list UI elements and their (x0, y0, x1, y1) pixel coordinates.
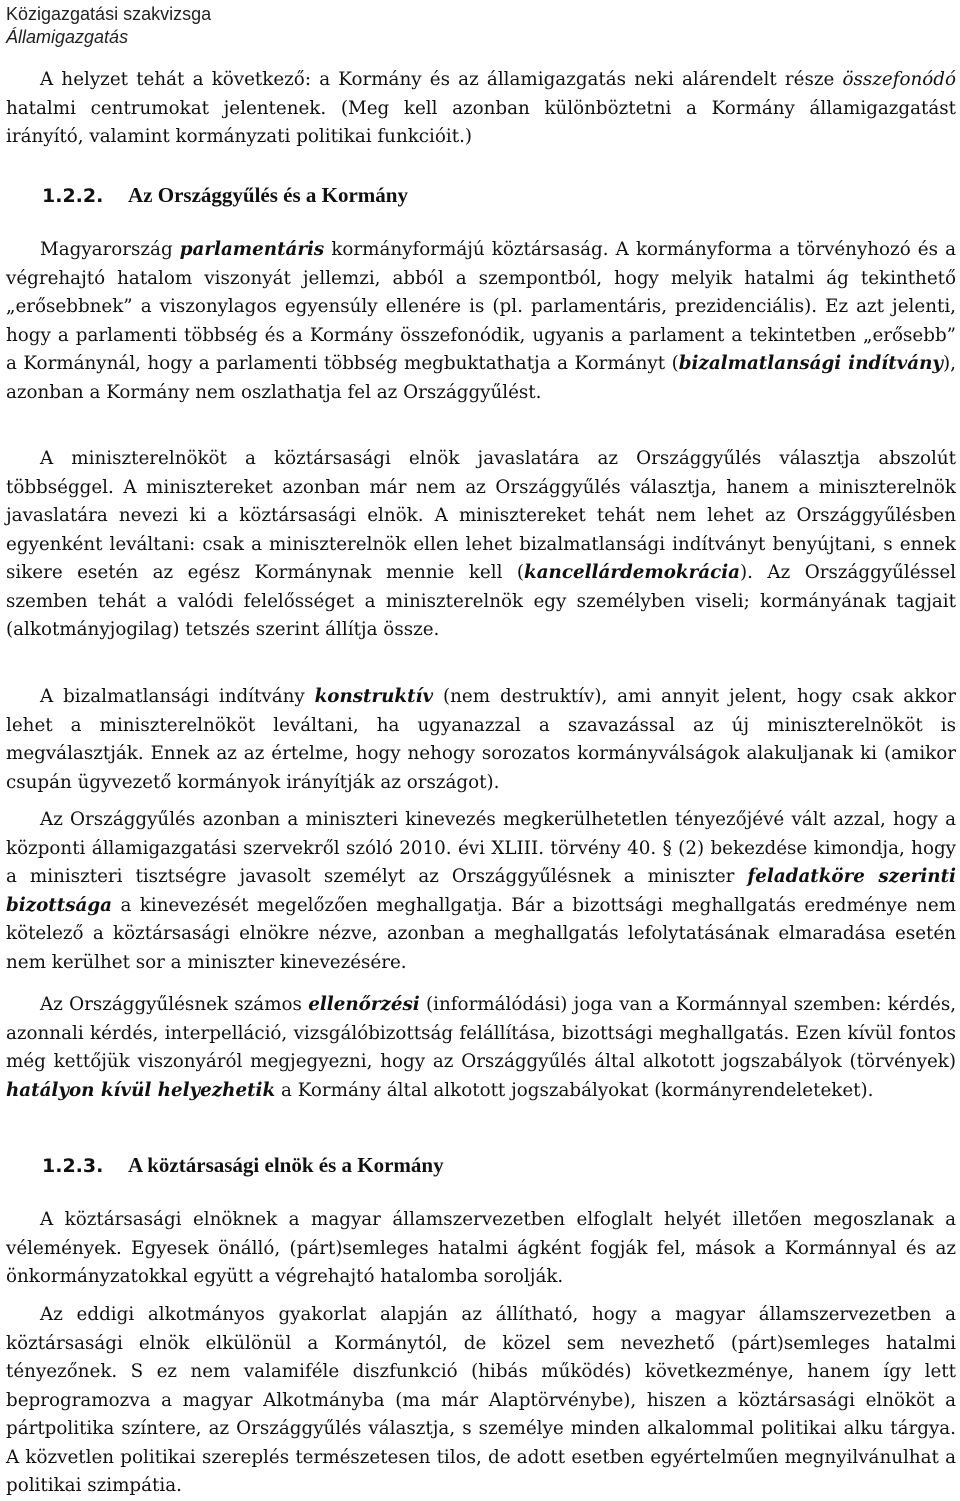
emphasis: ellenőrzési (308, 994, 420, 1015)
paragraph-5 (6, 806, 956, 977)
emphasis: hatályon kívül helyezhetik (6, 1079, 276, 1101)
paragraph-6 (6, 991, 956, 1105)
section-title: A köztársasági elnök és a Kormány (128, 1153, 444, 1177)
text-run: A helyzet tehát a következő: a Kormány és az államigazgatás neki alárendelt része (40, 69, 843, 90)
text-run: A bizalmatlansági indítvány (40, 686, 315, 707)
text-run: A miniszterelnököt a köztársasági elnök javaslatára az Országgyűlés választja abszolút többséggel. A minisztereket azonban már nem az Országgyűlés választja, hanem a miniszterelnök javaslatára nevezi ki a köztársasági elnök. A minisztereket tehát nem lehet az Országgyűlésben egyenként leváltani: csak a miniszterelnök ellen lehet bizalmatlansági indítványt benyújtani, s ennek sikere esetén az egész Kormánynak mennie kell ( (6, 448, 956, 583)
page-header (6, 2, 211, 48)
paragraph-2 (6, 236, 956, 407)
section-heading-1-2-2 (42, 183, 408, 208)
text-run: Az eddigi alkotmányos gyakorlat alapján az állítható, hogy a magyar államszervezetben a köztársasági elnök elkülönül a Kormánytól, de közel sem nevezhető (párt)semleges hatalmi tényezőnek. S ez nem valamiféle diszfunkció (hibás működés) következménye, hanem így lett beprogramozva a magyar Alkotmányba (ma már Alaptörvénybe), hiszen a köztársasági elnököt a pártpolitika színtere, az Országgyűlés választja, s személye minden alkalommal politikai alku tárgya. A közvetlen politikai szereplés természetesen tilos, de adott esetben egyértelműen megnyilvánulhat a politikai szimpátia. (6, 1304, 956, 1496)
emphasis: konstruktív (314, 686, 434, 707)
text-run: Az Országgyűlés azonban a miniszteri kinevezés megkerülhetetlen tényezőjévé vált azzal, hogy a központi államigazgatási szervekről szóló 2010. évi XLIII. törvény 40. (6, 809, 956, 859)
section-number: 1.2.2. (42, 185, 104, 207)
emphasis: kancellárdemokrácia (524, 562, 740, 583)
emphasis: parlamentáris (179, 239, 325, 260)
text-run: (2) bekezdése kimondja, hogy a miniszteri tisztségre javasolt személyt az Országgyűlésnek a miniszter (6, 837, 956, 887)
emphasis: feladatköre szerinti bizottsága (6, 866, 956, 916)
text-run: a kinevezését megelőzően meghallgatja. Bár a bizottsági meghallgatás eredménye nem kötelező a köztársasági elnökre nézve, azonban a meghallgatás lefolytatásának elmaradása esetén nem kerülhet sor a miniszter kinevezésére. (6, 894, 956, 973)
text-run: (nem destruktív), ami annyit jelent, hogy csak akkor lehet a miniszterelnököt leváltani, ha ugyanazzal a szavazással az új miniszterelnököt is megválasztják. Ennek az az értelme, hogy nehogy sorozatos kormányválságok alakuljanak ki (amikor csupán ügyvezető kormányok irányítják az országot). (6, 686, 956, 793)
section-title: Az Országgyűlés és a Kormány (128, 183, 408, 207)
section-heading-1-2-3 (42, 1153, 444, 1178)
paragraph-8 (6, 1301, 956, 1501)
text-run: hatalmi centrumokat jelentenek. (Meg kell azonban különböztetni a Kormány államigazgatást irányító, valamint kormányzati politikai funkcióit.) (6, 97, 956, 147)
paragraph-7 (6, 1206, 956, 1292)
text-run: Magyarország (40, 239, 180, 260)
emphasis: összefonódó (842, 69, 956, 90)
paragraph-4 (6, 683, 956, 797)
text-run: (informálódási) joga van a Kormánnyal szemben: kérdés, azonnali kérdés, interpelláció, vizsgálóbizottság felállítása, bizottsági meghallgatás. Ezen kívül fontos még kettőjük viszonyáról megjegyezni, hogy az Országgyűlés által alkotott jogszabályok (törvények) (6, 994, 957, 1072)
section-sign: § (662, 837, 672, 859)
header-title: Közigazgatási szakvizsga (6, 4, 212, 24)
text-run: A köztársasági elnöknek a magyar államszervezetben elfoglalt helyét illetően megoszlanak a vélemények. Egyesek önálló, (párt)semleges hatalmi ágként fogják fel, mások a Kormánnyal és az önkormányzatokkal együtt a végrehajtó hatalomba sorolják. (6, 1209, 956, 1287)
text-run: kormányformájú köztársaság. A kormányforma a törvényhozó és a végrehajtó hatalom viszonyát jellemzi, abból a szempontból, hogy melyik hatalmi ág tekinthető „erősebbnek” a viszonylagos egyensúly ellenére is (pl. parlamentáris, prezidenciális). Ez azt jelenti, hogy a parlamenti többség és a Kormány összefonódik, ugyanis a parlament a tekintetben „erősebb” a Kormánynál, hogy a parlamenti többség megbuktathatja a Kormányt ( (6, 239, 956, 374)
text-run: Az Országgyűlésnek számos (40, 994, 309, 1015)
header-subtitle: Államigazgatás (6, 27, 129, 47)
paragraph-3 (6, 445, 956, 645)
text-run: ). Az Országgyűléssel szemben tehát a valódi felelősséget a miniszterelnök egy személyben viseli; kormányának tagjait (alkotmányjogilag) tetszés szerint állítja össze. (6, 562, 956, 640)
section-number: 1.2.3. (42, 1155, 104, 1177)
emphasis: bizalmatlansági indítvány (678, 353, 944, 374)
paragraph-1 (6, 66, 956, 152)
text-run: a Kormány által alkotott jogszabályokat (kormányrendeleteket). (275, 1079, 874, 1101)
text-run: ), azonban a Kormány nem oszlathatja fel az Országgyűlést. (6, 353, 956, 403)
